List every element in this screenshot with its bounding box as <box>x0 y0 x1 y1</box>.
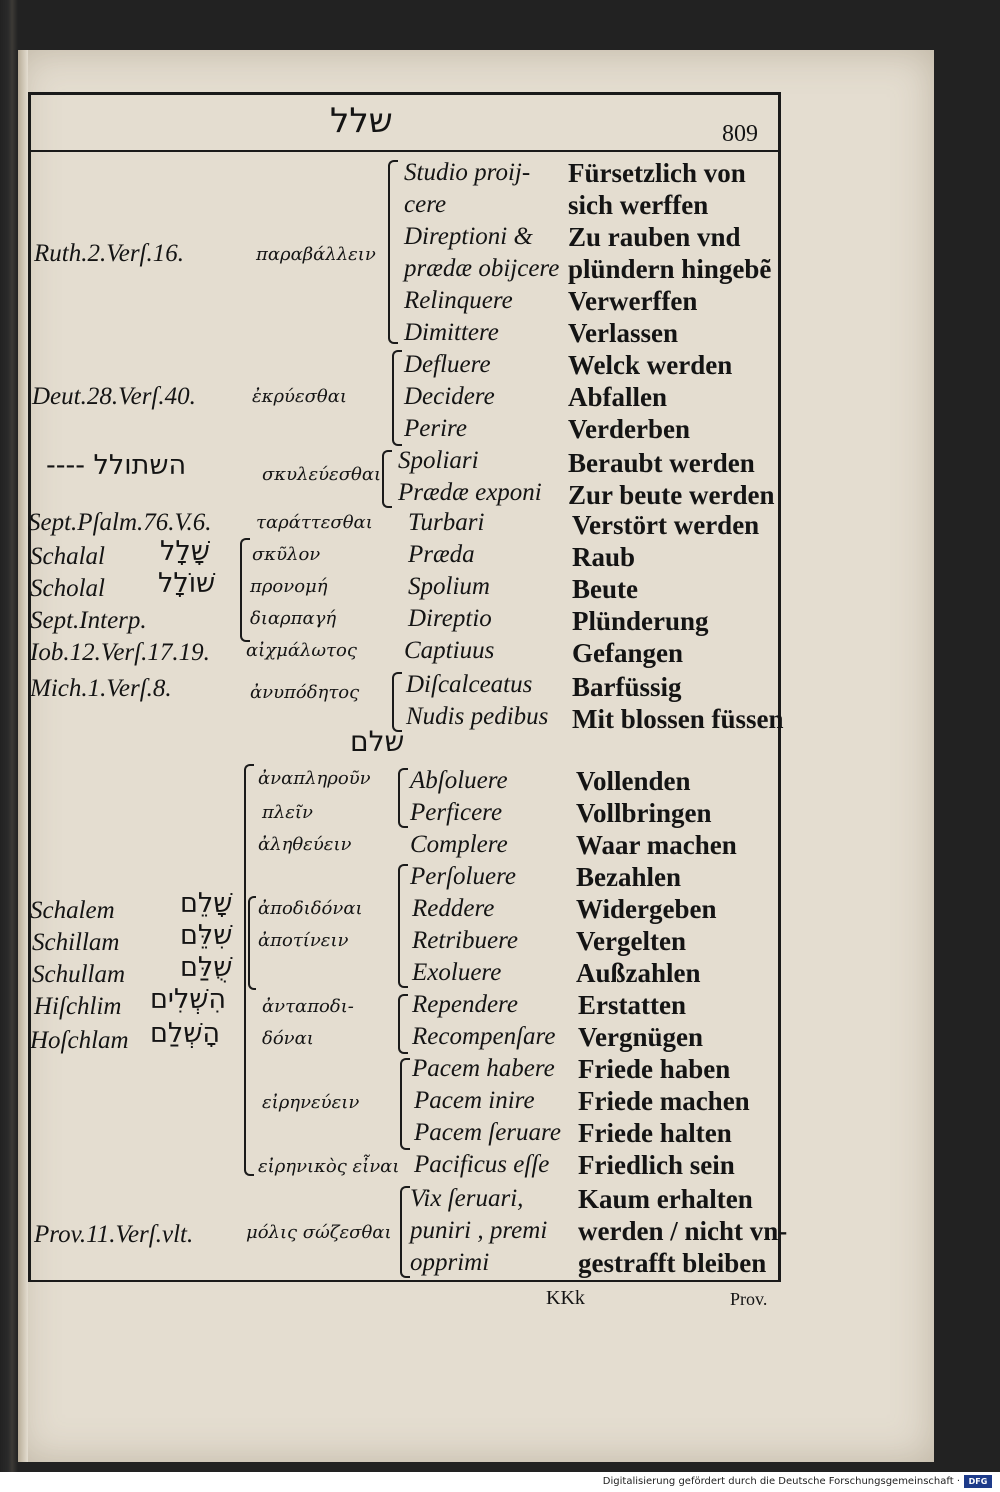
reference-cell-hebrew: השתולל ---- <box>46 450 187 481</box>
german-cell: Außzahlen <box>576 958 701 988</box>
bottom-rule <box>28 1280 780 1282</box>
footer-credit: Digitalisierung gefördert durch die Deutsche Forschungsgemeinschaft · <box>602 1476 960 1487</box>
dfg-logo: DFG <box>964 1475 992 1488</box>
greek-cell: ταράττεσθαι <box>256 512 373 533</box>
brace-latin-6 <box>398 864 408 988</box>
german-cell: Friede haben <box>578 1054 731 1084</box>
latin-cell: Studio proij- <box>404 159 531 186</box>
german-cell: Vergelten <box>576 926 686 956</box>
german-cell: Vollbringen <box>576 798 712 828</box>
german-cell: gestrafft bleiben <box>578 1248 767 1278</box>
latin-cell: Exoluere <box>412 959 502 986</box>
latin-cell: Dimittere <box>404 319 499 346</box>
signature-mark: KKk <box>546 1287 585 1309</box>
reference-cell: Scholal <box>30 575 105 602</box>
german-cell: Friede machen <box>578 1086 750 1116</box>
latin-cell: Decidere <box>404 383 495 410</box>
latin-cell: Retribuere <box>412 927 518 954</box>
reference-cell: Schillam <box>32 929 120 956</box>
latin-cell: Nudis pedibus <box>406 703 549 730</box>
german-cell: Barfüssig <box>572 672 682 702</box>
reference-cell: Mich.1.Verſ.8. <box>30 675 172 702</box>
greek-cell: ἀποδιδόναι <box>258 898 363 919</box>
latin-cell: Pacem ſeruare <box>414 1119 561 1146</box>
latin-cell: Abſoluere <box>410 767 508 794</box>
brace-latin-4 <box>392 672 402 732</box>
greek-cell: σκῦλον <box>252 544 321 565</box>
german-cell: Mit blossen füssen <box>572 704 784 734</box>
latin-cell: Prædæ exponi <box>398 479 542 506</box>
latin-cell: Rependere <box>412 991 518 1018</box>
latin-cell: puniri , premi <box>410 1217 548 1244</box>
brace-latin-1 <box>388 160 398 344</box>
latin-cell: Direptioni & <box>404 223 533 250</box>
brace-greek-1 <box>240 538 250 642</box>
hebrew-cell: הִשְׁלִים <box>150 984 227 1015</box>
german-cell: Waar machen <box>576 830 737 860</box>
german-cell: Abfallen <box>568 382 668 412</box>
german-cell: Zur beute werden <box>568 480 775 510</box>
running-head-hebrew: שלל <box>330 101 393 141</box>
brace-latin-9 <box>400 1186 410 1278</box>
german-cell: Vollenden <box>576 766 691 796</box>
section-heading-hebrew: שלם <box>350 725 405 758</box>
latin-cell: Recompenſare <box>412 1023 556 1050</box>
brace-latin-5 <box>398 768 408 828</box>
german-cell: Gefangen <box>572 638 683 668</box>
greek-cell: ἀποτίνειν <box>258 930 349 951</box>
latin-cell: Præda <box>408 541 475 568</box>
german-cell: Beute <box>572 574 638 604</box>
greek-cell: διαρπαγή <box>250 608 337 629</box>
greek-cell: ἐκρύεσθαι <box>252 386 347 407</box>
german-cell: Vergnügen <box>578 1022 704 1052</box>
german-cell: Erstatten <box>578 990 686 1020</box>
hebrew-cell: הָשְׁלַם <box>150 1018 221 1049</box>
reference-cell: Schullam <box>32 961 126 988</box>
german-cell: Verwerffen <box>568 286 698 316</box>
german-cell: Raub <box>572 542 636 572</box>
german-cell: Kaum erhalten <box>578 1184 753 1214</box>
german-cell: Beraubt werden <box>568 448 755 478</box>
latin-cell: Diſcalceatus <box>406 671 533 698</box>
german-cell: Friede halten <box>578 1118 732 1148</box>
latin-cell: Vix ſeruari, <box>410 1185 524 1212</box>
latin-cell: Direptio <box>408 605 492 632</box>
german-cell: Plünderung <box>572 606 709 636</box>
reference-cell: Deut.28.Verſ.40. <box>32 383 196 410</box>
reference-cell: Hiſchlim <box>34 993 122 1020</box>
catchword: Prov. <box>730 1289 768 1309</box>
greek-cell: δόναι <box>262 1028 314 1049</box>
latin-cell: Perire <box>404 415 467 442</box>
german-cell: Verderben <box>568 414 690 444</box>
greek-cell: ἀναπληροῦν <box>258 768 371 789</box>
brace-latin-2 <box>392 350 402 446</box>
latin-cell: Reddere <box>412 895 495 922</box>
hebrew-cell: שִׁלֵּם <box>180 920 233 951</box>
german-cell: werden / nicht vn- <box>578 1216 788 1246</box>
german-cell: Widergeben <box>576 894 717 924</box>
hebrew-cell: שֻׁלַּם <box>180 952 233 983</box>
greek-cell: ἀληθεύειν <box>258 834 352 855</box>
reference-cell: Prov.11.Verſ.vlt. <box>34 1221 194 1248</box>
reference-cell: Sept.Interp. <box>30 607 147 634</box>
header-rule <box>28 150 780 152</box>
reference-cell: Hoſchlam <box>30 1027 129 1054</box>
latin-cell: Pacem habere <box>412 1055 555 1082</box>
latin-cell: Turbari <box>408 509 485 536</box>
greek-cell: ἀνυπόδητος <box>250 682 360 703</box>
page-number: 809 <box>722 121 758 147</box>
top-rule <box>28 92 780 95</box>
latin-cell: Perficere <box>410 799 503 826</box>
german-cell: Fürsetzlich von <box>568 158 746 188</box>
german-cell: Zu rauben vnd <box>568 222 741 252</box>
latin-cell: cere <box>404 191 447 218</box>
greek-cell: αἰχμάλωτος <box>246 640 357 661</box>
latin-cell: Perſoluere <box>410 863 516 890</box>
brace-hebrew <box>248 896 256 990</box>
reference-cell: Schalal <box>30 543 105 570</box>
latin-cell: Complere <box>410 831 508 858</box>
greek-cell: μόλις σώζεσθαι <box>246 1222 392 1243</box>
german-cell: Welck werden <box>568 350 733 380</box>
brace-latin-3 <box>382 450 392 508</box>
digitization-footer <box>0 1472 1000 1492</box>
german-cell: Friedlich sein <box>578 1150 735 1180</box>
greek-cell: εἰρηνεύειν <box>262 1092 360 1113</box>
latin-cell: Pacem inire <box>414 1087 535 1114</box>
latin-cell: Pacificus eſſe <box>414 1151 550 1178</box>
german-cell: plündern hingebẽ <box>568 254 772 284</box>
greek-cell: παραβάλλειν <box>256 244 376 265</box>
latin-cell: Spolium <box>408 573 490 600</box>
greek-cell: πλεῖν <box>262 802 313 823</box>
brace-latin-7 <box>398 994 408 1054</box>
page-fold-shadow <box>18 50 28 1462</box>
reference-cell: Sept.Pſalm.76.V.6. <box>28 509 212 536</box>
hebrew-cell: שָׁלָל <box>160 536 210 567</box>
greek-cell: εἰρηνικὸς εἶναι <box>258 1156 400 1177</box>
german-cell: Verstört werden <box>572 510 760 540</box>
latin-cell: Spoliari <box>398 447 479 474</box>
reference-cell: Iob.12.Verſ.17.19. <box>30 639 210 666</box>
german-cell: sich werffen <box>568 190 709 220</box>
brace-latin-8 <box>400 1058 410 1150</box>
latin-cell: Relinquere <box>404 287 513 314</box>
latin-cell: prædæ obijcere <box>404 255 560 282</box>
reference-cell: Ruth.2.Verſ.16. <box>34 240 184 267</box>
latin-cell: Captiuus <box>404 637 495 664</box>
right-rule <box>778 92 781 1282</box>
greek-cell: σκυλεύεσθαι <box>262 464 382 485</box>
german-cell: Bezahlen <box>576 862 681 892</box>
greek-cell: ἀνταποδι- <box>262 996 354 1017</box>
hebrew-cell: שָׁלֵם <box>180 888 233 919</box>
latin-cell: Defluere <box>404 351 491 378</box>
latin-cell: opprimi <box>410 1249 490 1276</box>
hebrew-cell: שׁוֹלָל <box>158 568 216 599</box>
german-cell: Verlassen <box>568 318 679 348</box>
reference-cell: Schalem <box>30 897 115 924</box>
greek-cell: προνομή <box>250 576 328 597</box>
